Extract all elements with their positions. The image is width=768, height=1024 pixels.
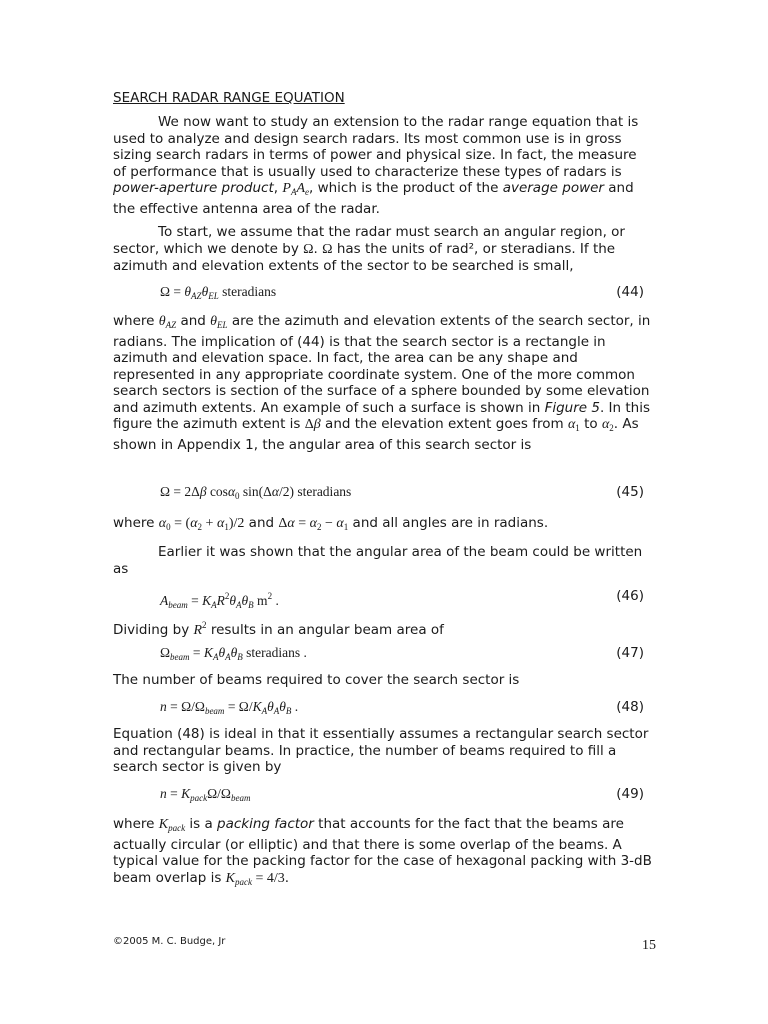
term-power-aperture: power-aperture product: [113, 180, 274, 196]
equation-number: (49): [616, 786, 644, 802]
text: .: [313, 240, 323, 257]
figure-reference: Figure 5: [544, 399, 600, 416]
equation-47: $\Omega_{beam} = K_A\theta_A\theta_B$ steradians .: [160, 645, 307, 662]
paragraph-intro: [113, 114, 653, 217]
text: are the azimuth and elevation extents of the search sector, in radians. The implication of (44) is that the search sector is a rectangle in azimuth and elevation space. In fact, the area can be any shape and represented in any appropriate coordinate system. One of the more common search sectors is section of the surface of a sphere bounded by some elevation and azimuth extents. An example of such a surface is shown in: [113, 313, 651, 416]
text: where: [113, 515, 159, 531]
paragraph-beam-area: Earlier it was shown that the angular area of the beam could be written as: [113, 544, 643, 577]
equation-number: (47): [616, 645, 644, 661]
math-PA-Ae: $P_AA_e$: [282, 181, 309, 197]
equation-number: (44): [616, 284, 644, 300]
section-title: SEARCH RADAR RANGE EQUATION: [113, 90, 345, 106]
text: where: [113, 816, 159, 832]
text: . In this figure the azimuth extent is: [113, 399, 651, 432]
math-alpha2: $\alpha_2$: [601, 417, 614, 433]
text: We now want to study an extension to the radar range equation that is used to analyze and design search radars. Its most common use is in gross sizing search radars in terms of power and physical size. In fact, the measure of performance that is usually used to characterize these types of radars is: [113, 114, 639, 180]
text: has the units of rad², or steradians. If the azimuth and elevation extents of the sector to be searched is small,: [113, 240, 616, 274]
text: to: [579, 416, 602, 432]
math-kpack: $K_{pack}$: [158, 817, 186, 833]
math-omega: Ω: [303, 241, 314, 257]
text: and all angles are in radians.: [348, 515, 549, 531]
text: that accounts for the fact that the beams are actually circular (or elliptic) and that there is some overlap of the beams. A typical value for the packing factor for the case of hexagonal packing with 3-dB beam overlap is: [113, 816, 652, 886]
text: ,: [273, 180, 283, 196]
equation-44: $\Omega = \theta_{AZ}\theta_{EL}$ steradians: [160, 284, 277, 301]
paragraph-dividing: [113, 617, 653, 640]
equation-46: $A_{beam} = K_AR^2\theta_A\theta_B$ $m^2$ .: [160, 591, 279, 610]
math-kpack-value: $K_{pack} = 4/3$: [225, 870, 285, 887]
equation-49: $n = K_{pack}\Omega/\Omega_{beam}$: [160, 786, 251, 803]
text: and: [244, 515, 279, 531]
equation-number: (48): [616, 699, 644, 715]
text: Dividing by: [113, 622, 194, 638]
paragraph-packing: [113, 816, 653, 890]
equation-number: (46): [616, 588, 644, 604]
math-alpha1: $\alpha_1$: [567, 417, 580, 433]
math-omega: Ω: [322, 241, 333, 257]
paragraph-ideal: Equation (48) is ideal in that it essentially assumes a rectangular search sector and rectangular beams. In practice, the number of beams required to fill a search sector is given by: [113, 726, 649, 775]
text: and the elevation extent goes from: [320, 416, 568, 432]
text: .: [284, 869, 290, 886]
text: To start, we assume that the radar must search an angular region, or sector, which we denote by: [113, 224, 625, 257]
paragraph-start: [113, 224, 653, 275]
math-alpha0: $\alpha_0 = (\alpha_2 + \alpha_1)/2$: [158, 516, 245, 532]
math-delta-alpha: $\Delta\alpha = \alpha_2 - \alpha_1$: [278, 516, 349, 532]
text: and: [176, 313, 211, 329]
text: where: [113, 313, 159, 329]
text: results in an angular beam area of: [206, 622, 444, 638]
text: is a: [185, 816, 218, 832]
text: and the effective antenna area of the radar.: [113, 180, 634, 217]
copyright-footer: ©2005 M. C. Budge, Jr: [113, 936, 226, 947]
term-average-power: average power: [502, 180, 604, 196]
math-theta-az: $\theta_{AZ}$: [158, 314, 177, 330]
equation-unit: steradians: [297, 484, 352, 499]
equation-number: (45): [616, 484, 644, 500]
math-theta-el: $\theta_{EL}$: [210, 314, 228, 330]
equation-unit: m: [257, 593, 268, 608]
equation-45: Ω = 2Δβ cosα$_0$ sin(Δα/2) steradians: [160, 484, 352, 501]
paragraph-number-beams: The number of beams required to cover the search sector is: [113, 672, 520, 688]
math-delta-beta: Δβ: [304, 417, 321, 432]
math-R2: $R^2$: [193, 620, 207, 638]
term-packing-factor: packing factor: [217, 816, 314, 832]
equation-unit: steradians: [222, 284, 277, 299]
paragraph-where-alpha: [113, 515, 653, 536]
equation-unit: steradians: [246, 645, 301, 660]
text: . As shown in Appendix 1, the angular area of this search sector is: [113, 416, 639, 453]
text: , which is the product of the: [309, 180, 503, 196]
page-number: 15: [642, 938, 656, 953]
paragraph-where-theta: [113, 313, 653, 453]
equation-48: $n = \Omega/\Omega_{beam} = \Omega/K_A\theta_A\theta_B$ .: [160, 699, 299, 716]
